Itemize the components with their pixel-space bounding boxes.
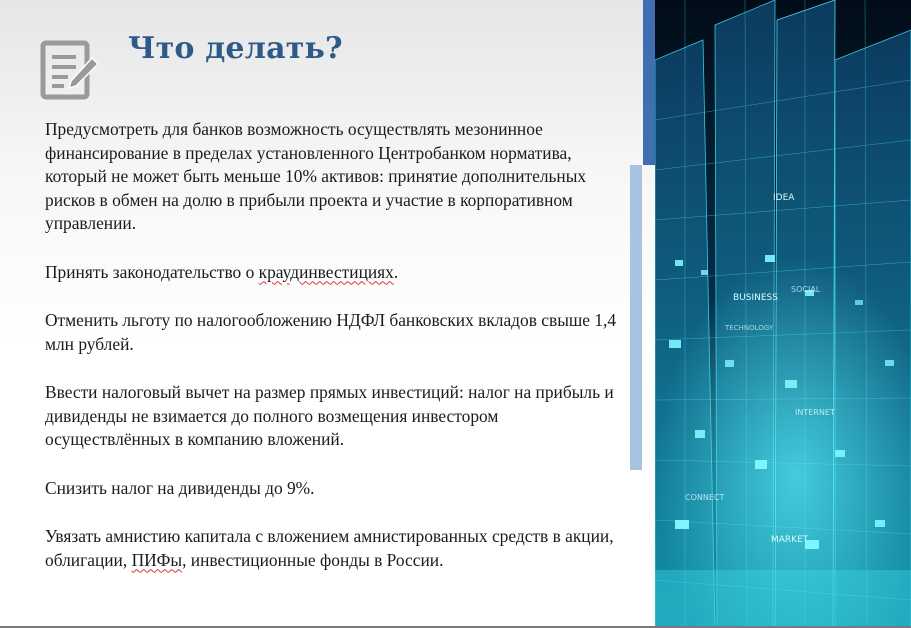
accent-bar: [630, 165, 642, 470]
image-label-connect: CONNECT: [685, 493, 725, 502]
accent-bar-top: [643, 0, 655, 165]
spellcheck-word: краудинвестициях: [258, 261, 394, 282]
image-label-idea: IDEA: [773, 193, 795, 203]
paragraph-text: .: [393, 261, 399, 282]
document-edit-icon: [40, 40, 100, 102]
paragraph: [45, 381, 620, 452]
paragraph: [45, 261, 620, 285]
body-text: [45, 118, 620, 597]
spellcheck-word: ПИФы: [131, 549, 183, 570]
paragraph: [45, 525, 620, 572]
paragraph-text: Принять законодательство о: [45, 261, 259, 282]
image-label-business: BUSINESS: [733, 293, 778, 303]
paragraph-text: , инвестиционные фонды в России.: [182, 549, 444, 570]
paragraph: [45, 309, 620, 356]
paragraph: [45, 477, 620, 501]
image-label-internet: INTERNET: [795, 408, 835, 417]
paragraph-text: Увязать амнистию капитала с вложением амнистированных средств в акции, облигации,: [45, 526, 618, 570]
image-label-technology: TECHNOLOGY: [725, 324, 774, 332]
paragraph-text: Снизить налог на дивиденды до 9%.: [45, 477, 315, 498]
image-label-social: SOCIAL: [791, 285, 821, 294]
paragraph: [45, 118, 620, 236]
slide-title: Что делать?: [128, 31, 343, 66]
paragraph-text: Предусмотреть для банков возможность осуществлять мезонинное финансирование в пределах установленного Центробанком норматива, который не может быть меньше 10% активов: принятие дополнительных рисков в обмен на долю в прибыли проекта и участие в корпоративном управлении.: [45, 119, 591, 233]
image-label-market: MARKET: [771, 535, 809, 545]
paragraph-text: Ввести налоговый вычет на размер прямых инвестиций: налог на прибыль и дивиденды не взимается до полного возмещения инвестором осуществлённых в компанию вложений.: [45, 382, 619, 449]
city-network-image: [655, 0, 911, 628]
paragraph-text: Отменить льготу по налогообложению НДФЛ банковских вкладов свыше 1,4 млн рублей.: [45, 310, 621, 354]
